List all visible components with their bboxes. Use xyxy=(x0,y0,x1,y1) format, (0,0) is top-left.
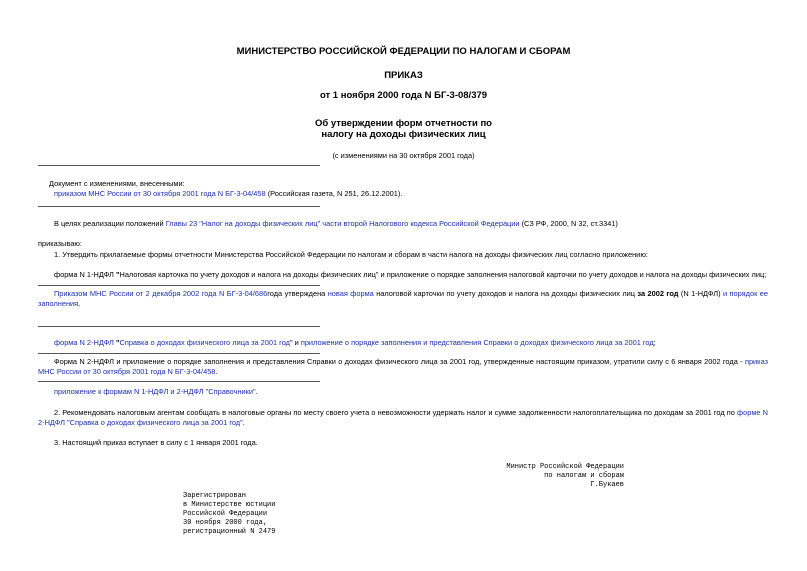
appendix-end: . xyxy=(255,387,258,396)
form-2-quote: " xyxy=(113,338,120,347)
appendix-directories-link[interactable]: приложение к формам N 1-НДФЛ и 2-НДФЛ "Справочники" xyxy=(54,387,256,396)
signature-title: Министр Российской Федерации xyxy=(506,463,624,471)
appendix-line xyxy=(54,387,258,397)
signature-block xyxy=(506,463,624,490)
form-1-ndfl xyxy=(54,270,766,280)
divider xyxy=(38,353,320,354)
divider xyxy=(38,381,320,382)
changes-line xyxy=(54,189,402,199)
item-3: 3. Настоящий приказ вступает в силу с 1 января 2001 года. xyxy=(54,438,258,447)
note-2-end: . xyxy=(215,367,218,376)
registration-block xyxy=(183,492,275,537)
income-certificate-link[interactable]: Справка о доходах физического лица за 2001 год xyxy=(119,338,290,347)
registration-line: Российской Федерации xyxy=(183,510,268,518)
divider xyxy=(38,165,320,166)
registration-line: в Министерстве юстиции xyxy=(183,501,276,509)
form-1-description: Налоговая карточка по учету доходов и налога на доходы физических лиц" и приложение о порядке заполнения налоговой карточки по учету доходов и налога на доходы физических лиц; xyxy=(119,270,767,279)
note-1-end: . xyxy=(78,299,81,308)
registration-number: регистрационный N 2479 xyxy=(183,528,276,536)
note-1-text: (N 1-НДФЛ) xyxy=(678,289,723,298)
tax-code-link[interactable]: Главы 23 "Налог на доходы физических лиц" части второй Налогового кодекса Российской Федерации xyxy=(165,219,520,228)
changes-order-link[interactable]: приказом МНС России от 30 октября 2001 года N БГ-3-04/458 xyxy=(54,189,266,198)
subject-line-1: Об утверждении форм отчетности по xyxy=(315,118,492,129)
fill-order-link[interactable]: и порядок ее заполнения xyxy=(38,289,768,308)
item-1: 1. Утвердить прилагаемые формы отчетности Министерства Российской Федерации по налогам и сборам в части налога на доходы физических лиц согласно приложению: xyxy=(54,250,648,259)
preamble-source: (СЗ РФ, 2000, N 32, ст.3341) xyxy=(519,219,618,228)
changes-intro: Документ с изменениями, внесенными: xyxy=(49,179,185,188)
note-1-text: года утверждена xyxy=(267,289,328,298)
doc-type-heading: ПРИКАЗ xyxy=(384,70,423,81)
order-686-link[interactable]: Приказом МНС России от 2 декабря 2002 года N БГ-3-04/686 xyxy=(54,289,268,298)
changes-note: (с изменениями на 30 октября 2001 года) xyxy=(332,151,475,160)
divider xyxy=(38,206,320,207)
divider xyxy=(38,285,320,286)
item-2-text: 2. Рекомендовать налоговым агентам сообщать в налоговые органы по месту своего учета о невозможности удержать налог и сумме задолженности налогоплательщика по доходам за 2001 год по xyxy=(54,408,738,417)
order-458-link[interactable]: приказ МНС России от 30 октября 2001 года N БГ-3-04/458 xyxy=(38,357,768,376)
subject-line-2: налогу на доходы физических лиц xyxy=(321,129,486,140)
certificate-procedure-link[interactable]: приложение о порядке заполнения и представления Справки о доходах физического лица за 2001 год xyxy=(300,338,654,347)
note-2-text: Форма N 2-НДФЛ и приложение о порядке заполнения и представления Справки о доходах физического лица за 2001 год, утвержденные настоящим приказом, утратили силу с 6 января 2002 года - xyxy=(54,357,745,366)
preamble-text: В целях реализации положений xyxy=(54,219,166,228)
divider xyxy=(38,326,320,327)
registration-date: 30 ноября 2000 года, xyxy=(183,519,268,527)
note-1-text: налоговой карточки по учету доходов и налога на доходы физических лиц xyxy=(373,289,638,298)
preamble xyxy=(54,219,618,229)
new-form-link[interactable]: новая форма xyxy=(327,289,374,298)
registration-line: Зарегистрирован xyxy=(183,492,247,500)
form-2-end: ; xyxy=(653,338,656,347)
form-2-ndfl xyxy=(54,338,656,348)
signature-title: по налогам и сборам xyxy=(544,472,624,480)
item-2-end: . xyxy=(242,418,245,427)
item-2 xyxy=(38,408,768,428)
order-word: приказываю: xyxy=(38,239,82,248)
form-2-text: " и xyxy=(289,338,301,347)
form-2-ndfl-2001-link[interactable]: форме N 2-НДФЛ "Справка о доходах физического лица за 2001 год" xyxy=(38,408,768,427)
note-2 xyxy=(38,357,768,377)
changes-source: (Российская газета, N 251, 26.12.2001). xyxy=(265,189,403,198)
form-1-label: форма N 1-НДФЛ xyxy=(54,270,116,279)
note-1-year: за 2002 год xyxy=(637,289,679,298)
form-1-quote: " xyxy=(115,270,120,279)
ministry-heading: МИНИСТЕРСТВО РОССИЙСКОЙ ФЕДЕРАЦИИ ПО НАЛОГАМ И СБОРАМ xyxy=(236,46,571,57)
date-number-heading: от 1 ноября 2000 года N БГ-3-08/379 xyxy=(319,90,488,101)
note-1 xyxy=(38,289,768,309)
form-2-ndfl-link[interactable]: форма N 2-НДФЛ xyxy=(54,338,114,347)
signature-name: Г.Букаев xyxy=(590,481,624,489)
